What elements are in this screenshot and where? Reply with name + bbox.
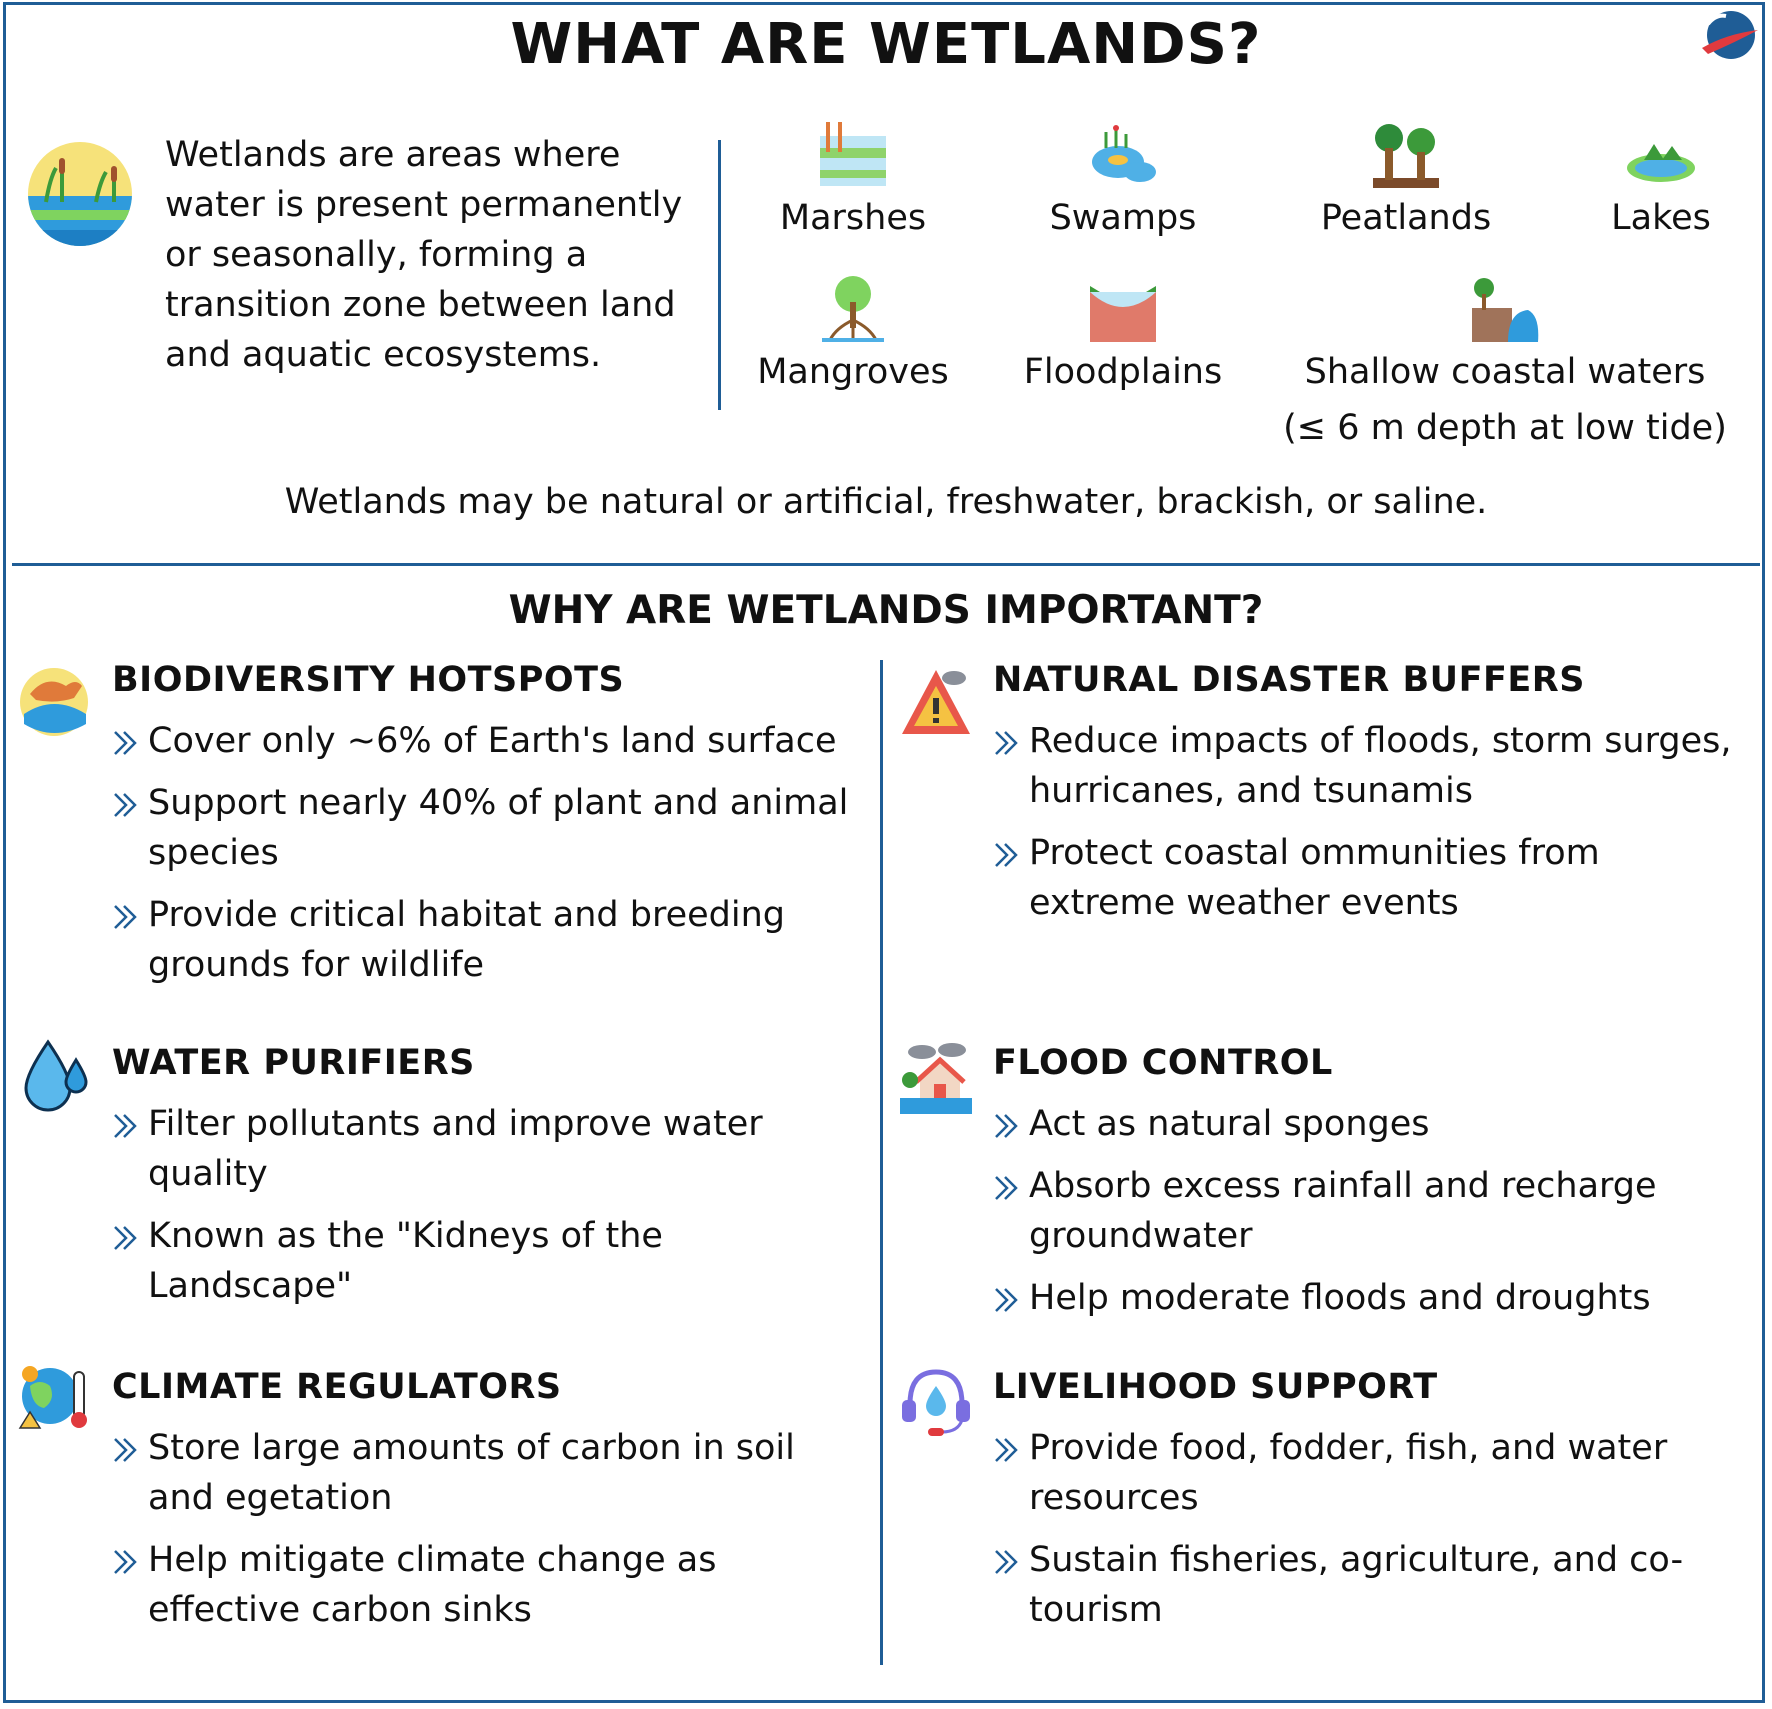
chevron-right-icon <box>112 1113 140 1139</box>
type-lakes <box>1596 118 1726 238</box>
section-title: BIODIVERSITY HOTSPOTS <box>112 660 625 700</box>
chevron-right-icon <box>112 904 140 930</box>
peatland-icon <box>1369 118 1443 192</box>
wetland-definition: Wetlands are areas where water is present permanently or seasonally, forming a transition zone between land and aquatic ecosystems. <box>165 135 683 375</box>
bullet-item <box>112 1423 862 1523</box>
bullet-item <box>993 1535 1733 1635</box>
bullet-item <box>112 1535 862 1635</box>
chevron-right-icon <box>993 1549 1021 1575</box>
bullet-item <box>112 716 862 766</box>
chevron-right-icon <box>993 1113 1021 1139</box>
type-mangroves <box>738 272 968 392</box>
bullet-text: Help moderate floods and droughts <box>1029 1278 1651 1318</box>
lake-icon <box>1624 118 1698 192</box>
mangrove-icon <box>816 272 890 346</box>
section-title: CLIMATE REGULATORS <box>112 1367 562 1407</box>
bullet-text: Provide critical habitat and breeding grounds for wildlife <box>148 895 785 985</box>
chevron-right-icon <box>112 792 140 818</box>
bullet-item <box>112 1099 862 1199</box>
bullet-item <box>112 890 862 990</box>
bullet-list <box>993 716 1733 940</box>
bullet-item <box>993 1099 1733 1149</box>
chevron-right-icon <box>112 1437 140 1463</box>
disaster-warning-icon <box>898 664 974 740</box>
bullet-text: Help mitigate climate change as effective carbon sinks <box>148 1540 717 1630</box>
wetland-note: Wetlands may be natural or artificial, freshwater, brackish, or saline. <box>284 482 1488 522</box>
bullet-text: Store large amounts of carbon in soil and egetation <box>148 1428 795 1518</box>
chevron-right-icon <box>993 1175 1021 1201</box>
marsh-icon <box>816 118 890 192</box>
type-floodplains <box>1008 272 1238 392</box>
type-label: Swamps <box>1049 198 1197 238</box>
flood-house-icon <box>898 1040 974 1116</box>
biodiversity-icon <box>16 664 92 740</box>
water-drop-icon <box>18 1038 94 1114</box>
bullet-text: Known as the "Kidneys of the Landscape" <box>148 1216 663 1306</box>
bullet-list <box>112 716 862 1002</box>
type-swamps <box>1018 118 1228 238</box>
bullet-text: Support nearly 40% of plant and animal species <box>148 783 849 873</box>
bullet-item <box>112 778 862 878</box>
livelihood-icon <box>898 1364 974 1440</box>
type-sublabel: (≤ 6 m depth at low tide) <box>1283 408 1727 448</box>
type-label: Shallow coastal waters <box>1304 352 1706 392</box>
bullet-item <box>112 1211 862 1311</box>
section-title: WATER PURIFIERS <box>112 1043 475 1083</box>
chevron-right-icon <box>993 730 1021 756</box>
type-label: Mangroves <box>757 352 949 392</box>
swamp-icon <box>1086 118 1160 192</box>
bullet-text: Protect coastal ommunities from extreme weather events <box>1029 833 1600 923</box>
horizontal-divider <box>12 563 1760 566</box>
section-title-why: WHY ARE WETLANDS IMPORTANT? <box>508 588 1264 633</box>
bullet-item <box>993 1161 1733 1261</box>
chevron-right-icon <box>112 1225 140 1251</box>
bullet-text: Absorb excess rainfall and recharge groundwater <box>1029 1166 1657 1256</box>
type-peatlands <box>1300 118 1512 238</box>
bullet-item <box>993 1423 1733 1523</box>
bullet-item <box>993 716 1733 816</box>
bullet-list <box>112 1423 862 1647</box>
type-label: Marshes <box>779 198 927 238</box>
bullet-text: Filter pollutants and improve water quality <box>148 1104 763 1194</box>
section-title: FLOOD CONTROL <box>993 1043 1333 1083</box>
type-label: Floodplains <box>1023 352 1223 392</box>
chevron-right-icon <box>993 842 1021 868</box>
climate-icon <box>16 1356 92 1432</box>
section-title: LIVELIHOOD SUPPORT <box>993 1367 1438 1407</box>
bullet-list <box>993 1099 1733 1335</box>
bullet-text: Act as natural sponges <box>1029 1104 1430 1144</box>
chevron-right-icon <box>112 730 140 756</box>
vertical-divider <box>718 140 721 410</box>
type-marshes <box>758 118 948 238</box>
column-divider <box>880 660 883 1665</box>
chevron-right-icon <box>993 1437 1021 1463</box>
brand-logo-icon <box>1696 4 1762 70</box>
bullet-text: Cover only ~6% of Earth's land surface <box>148 721 837 761</box>
bullet-list <box>993 1423 1733 1647</box>
bullet-text: Reduce impacts of floods, storm surges, hurricanes, and tsunamis <box>1029 721 1732 811</box>
type-label: Lakes <box>1611 198 1711 238</box>
floodplain-icon <box>1086 272 1160 346</box>
chevron-right-icon <box>112 1549 140 1575</box>
type-label: Peatlands <box>1320 198 1492 238</box>
type-shallow-coastal-waters <box>1268 272 1742 448</box>
bullet-text: Sustain fisheries, agriculture, and co-tourism <box>1029 1540 1684 1630</box>
bullet-item <box>993 1273 1733 1323</box>
page-title: WHAT ARE WETLANDS? <box>510 12 1262 77</box>
coastal-water-icon <box>1468 272 1542 346</box>
bullet-list <box>112 1099 862 1323</box>
chevron-right-icon <box>993 1287 1021 1313</box>
bullet-item <box>993 828 1733 928</box>
bullet-text: Provide food, fodder, fish, and water resources <box>1029 1428 1668 1518</box>
section-title: NATURAL DISASTER BUFFERS <box>993 660 1585 700</box>
wetland-landscape-icon <box>26 138 134 250</box>
